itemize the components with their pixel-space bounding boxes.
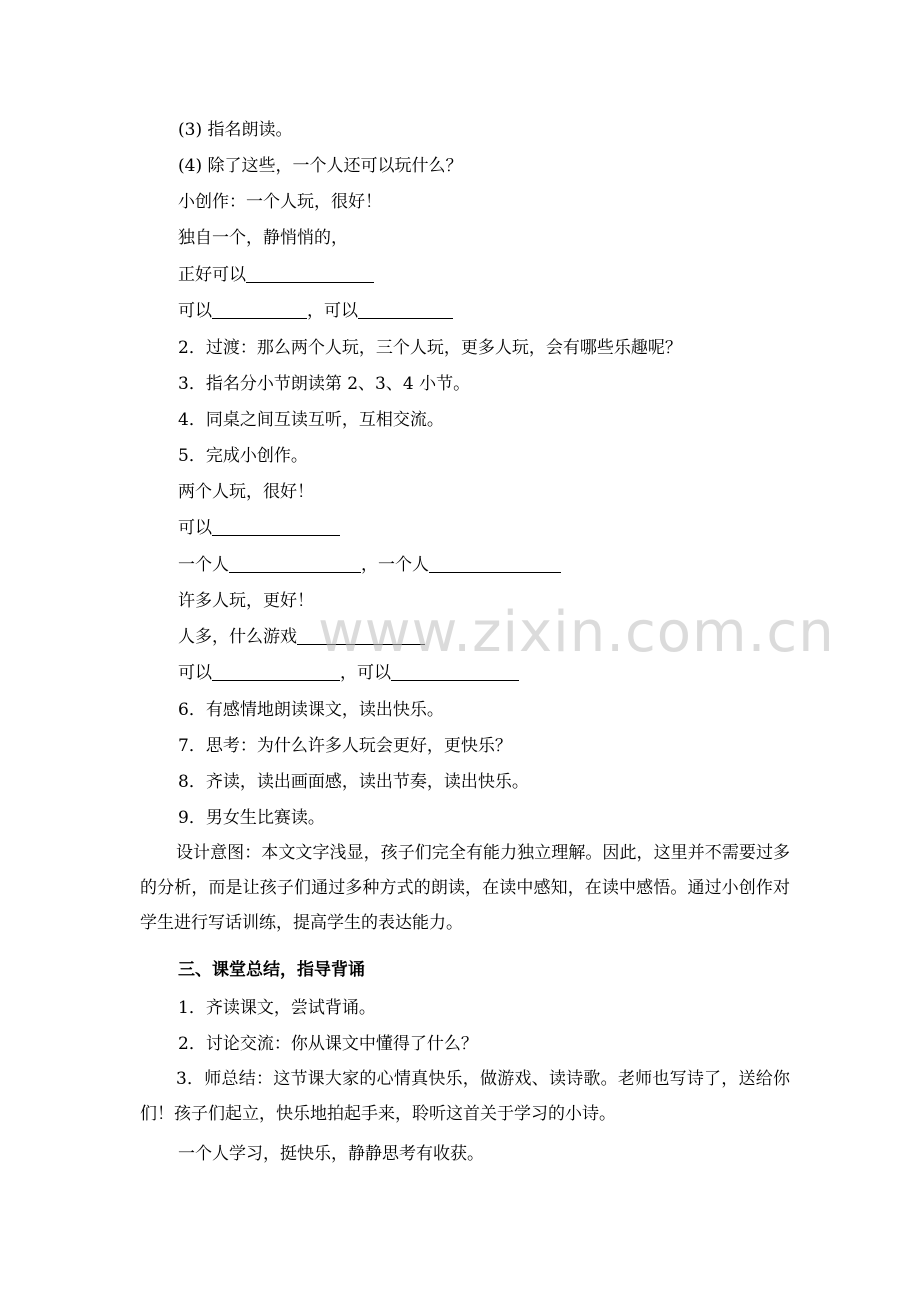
fill-in-line: 一个人 ，一个人 [178, 555, 561, 575]
blank-underline [212, 302, 307, 319]
fill-in-line: 可以 ，可以 [178, 301, 453, 321]
text-line: 6．有感情地朗读课文，读出快乐。 [178, 700, 444, 720]
text-line: 小创作：一个人玩，很好！ [178, 192, 382, 212]
text-line: 7．思考：为什么许多人玩会更好，更快乐？ [178, 736, 512, 756]
fill-in-line: 人多，什么游戏 [178, 627, 425, 647]
blank-underline [429, 556, 561, 573]
text-line: 8．齐读，读出画面感，读出节奏，读出快乐。 [178, 772, 529, 792]
text-line: 4．同桌之间互读互听，互相交流。 [178, 410, 444, 430]
fill-in-line: 正好可以 [178, 265, 374, 285]
blank-underline [391, 664, 519, 681]
text-line: 9．男女生比赛读。 [178, 808, 325, 828]
text-line: 5．完成小创作。 [178, 446, 308, 466]
text-line: 1．齐读课文，尝试背诵。 [178, 998, 376, 1018]
watermark: www.zixin.com.cn [318, 600, 835, 665]
text-line: 2．过渡：那么两个人玩，三个人玩，更多人玩，会有哪些乐趣呢？ [178, 338, 682, 358]
blank-underline [246, 266, 374, 283]
text-line: 许多人玩，更好！ [178, 591, 314, 611]
fill-in-line: 可以 [178, 518, 340, 538]
text-line: 两个人玩，很好！ [178, 482, 314, 502]
text-line: 2．讨论交流：你从课文中懂得了什么？ [178, 1034, 478, 1054]
blank-underline [212, 519, 340, 536]
section-heading: 三、课堂总结，指导背诵 [178, 960, 365, 980]
text-line: 3．指名分小节朗读第 2、3、4 小节。 [178, 374, 471, 394]
blank-underline [229, 556, 361, 573]
text-line: (4) 除了这些，一个人还可以玩什么？ [178, 156, 463, 176]
text-line: (3) 指名朗读。 [178, 120, 293, 140]
design-intent-paragraph: 设计意图：本文文字浅显，孩子们完全有能力独立理解。因此，这里并不需要过多的分析，而是让孩子们通过多种方式的朗读，在读中感知，在读中感悟。通过小创作对学生进行写话训练，提高学生的表达能力。 [140, 843, 790, 933]
text-line: 独自一个，静悄悄的， [178, 228, 348, 248]
teacher-summary-paragraph: 3．师总结：这节课大家的心情真快乐，做游戏、读诗歌。老师也写诗了，送给你们！孩子们起立，快乐地拍起手来，聆听这首关于学习的小诗。 [140, 1069, 790, 1124]
fill-in-line: 可以 ，可以 [178, 663, 519, 683]
blank-underline [358, 302, 453, 319]
poem-line: 一个人学习，挺快乐，静静思考有收获。 [178, 1144, 484, 1164]
blank-underline [212, 664, 340, 681]
